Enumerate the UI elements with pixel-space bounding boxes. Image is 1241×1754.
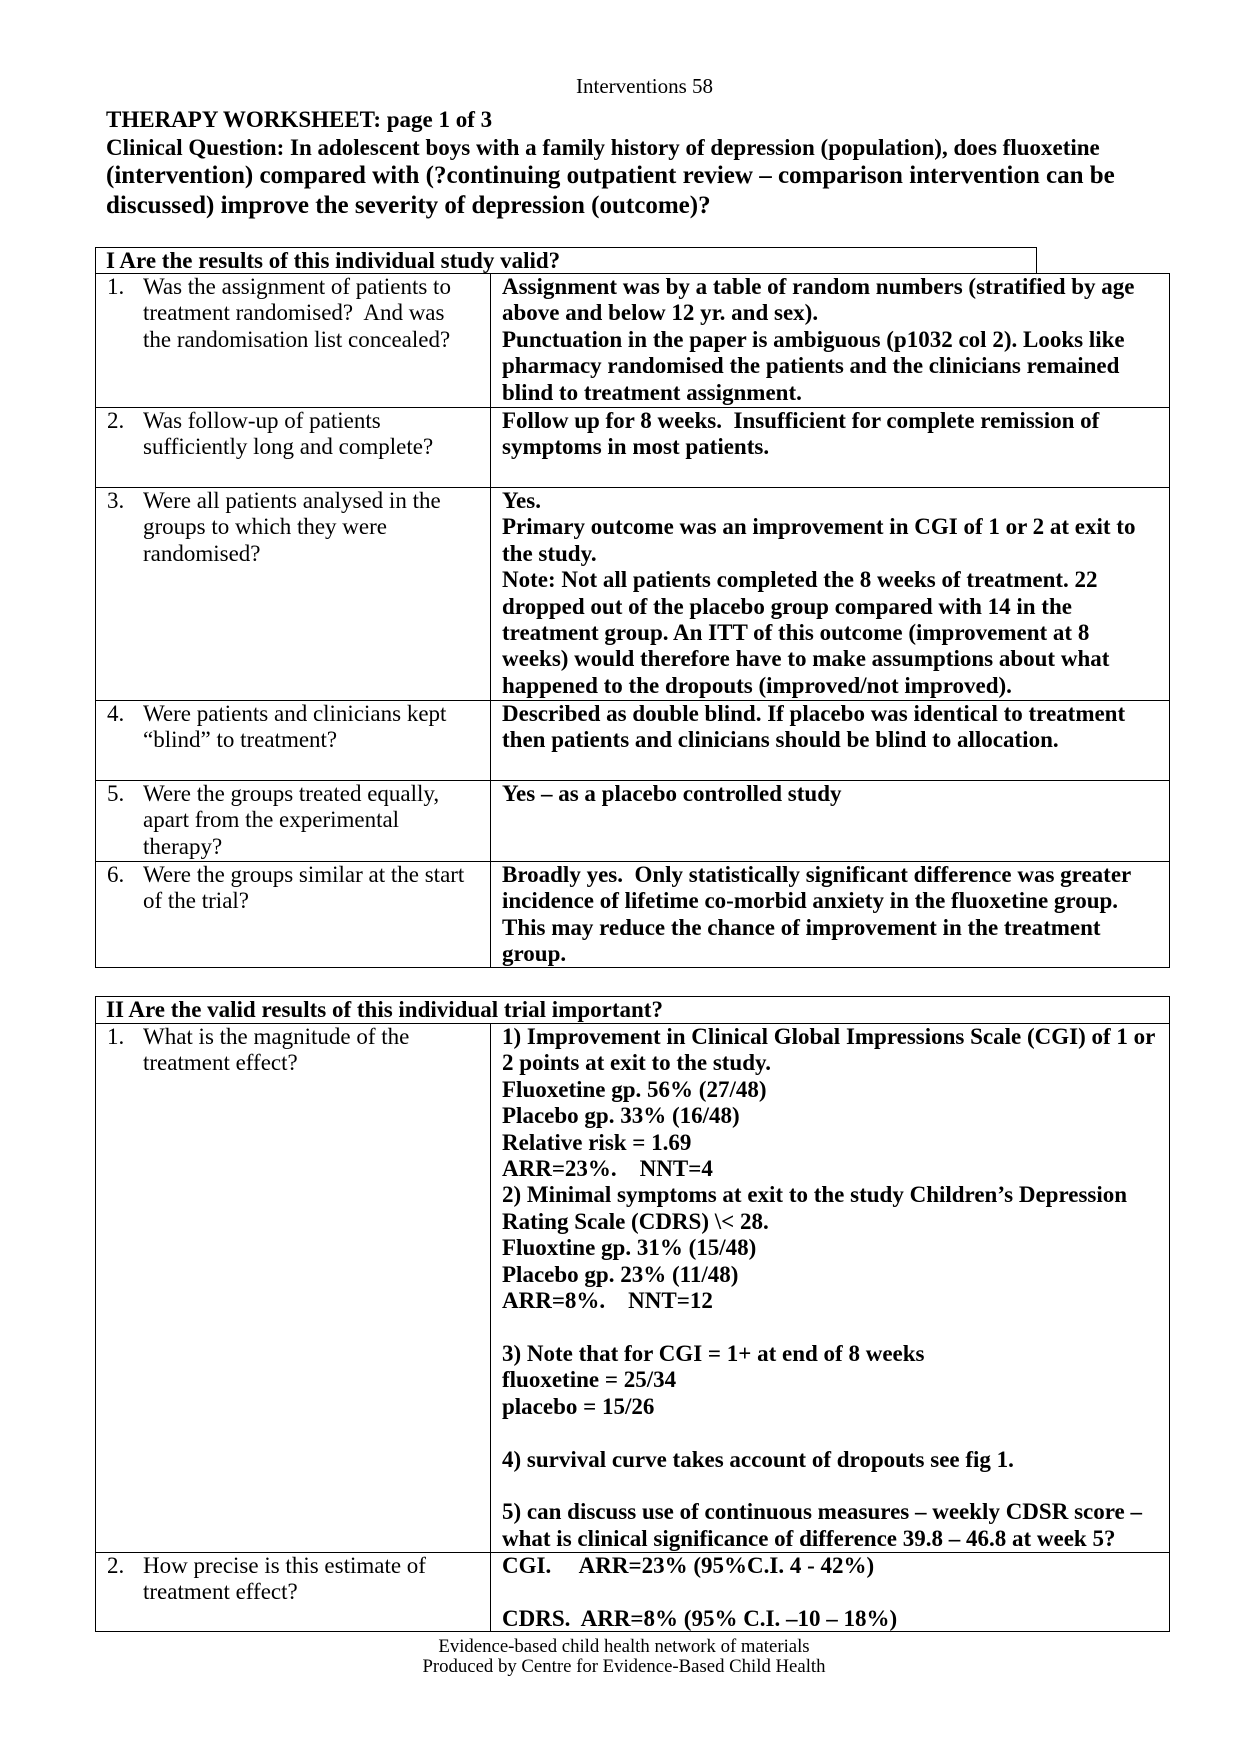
worksheet-title: THERAPY WORKSHEET: page 1 of 3: [106, 107, 493, 132]
question-number: 1.: [107, 274, 125, 299]
question-cell: [96, 274, 491, 407]
importance-table: [95, 1023, 1170, 1632]
question-number: 5.: [107, 781, 125, 806]
validity-row-2: [96, 408, 1169, 488]
question-cell: [96, 862, 491, 967]
question-number: 3.: [107, 488, 125, 513]
question-cell: [96, 701, 491, 780]
answer-cell: Yes. Primary outcome was an improvement in CGI of 1 or 2 at exit to the study. Note: Not all patients completed the 8 weeks of treatment. 22 dropped out of the placebo group compared with 14 in the treatment group. An ITT of this outcome (improvement at 8 weeks) would therefore have to make assumptions about what happened to the dropouts (improved/not improved).: [502, 488, 1136, 698]
validity-row-1: [96, 274, 1169, 408]
footer-line-2: Produced by Centre for Evidence-Based Child Health: [422, 1656, 826, 1677]
answer-cell: Yes – as a placebo controlled study: [502, 781, 842, 806]
question-number: 2.: [107, 408, 125, 433]
running-header: Interventions 58: [576, 74, 714, 98]
question-number: 1.: [107, 1024, 125, 1049]
answer-cell: CGI. ARR=23% (95%C.I. 4 - 42%) CDRS. ARR=8% (95% C.I. –10 – 18%): [502, 1553, 898, 1631]
validity-row-4: [96, 701, 1169, 781]
question-cell: [96, 408, 491, 487]
answer-cell: Broadly yes. Only statistically significant difference was greater incidence of lifetime co-morbid anxiety in the fluoxetine group. This may reduce the chance of improvement in the treatment group.: [502, 862, 1132, 967]
question-text: What is the magnitude of the treatment effect?: [143, 1024, 410, 1076]
question-number: 2.: [107, 1553, 125, 1578]
question-text: Were all patients analysed in the groups to which they were randomised?: [143, 488, 441, 566]
question-text: Were the groups treated equally, apart from the experimental therapy?: [143, 781, 440, 859]
clinical-question-line-2: (intervention) compared with (?continuing outpatient review – comparison intervention can be: [106, 162, 1115, 189]
question-text: Were the groups similar at the start of the trial?: [143, 862, 465, 914]
question-number: 4.: [107, 701, 125, 726]
answer-cell: Described as double blind. If placebo was identical to treatment then patients and clinicians should be blind to allocation.: [502, 701, 1126, 753]
validity-row-5: [96, 781, 1169, 862]
validity-row-6: [96, 862, 1169, 968]
validity-row-3: [96, 488, 1169, 701]
importance-row-1: [96, 1024, 1169, 1553]
question-text: Was the assignment of patients to treatment randomised? And was the randomisation list concealed?: [143, 274, 451, 352]
question-number: 6.: [107, 862, 125, 887]
answer-cell: 1) Improvement in Clinical Global Impressions Scale (CGI) of 1 or 2 points at exit to the study. Fluoxetine gp. 56% (27/48) Placebo gp. 33% (16/48) Relative risk = 1.69 ARR=23%. NNT=4 2) Minimal symptoms at exit to the study Children’s Depression Rating Scale (CDRS) \< 28. Fluoxtine gp. 31% (15/48) Placebo gp. 23% (11/48) ARR=8%. NNT=12 3) Note that for CGI = 1+ at end of 8 weeks fluoxetine = 25/34 placebo = 15/26 4) survival curve takes account of dropouts see fig 1. 5) can discuss use of continuous measures – weekly CDSR score – what is clinical significance of difference 39.8 – 46.8 at week 5?: [502, 1024, 1156, 1551]
clinical-question-line-1: Clinical Question: In adolescent boys with a family history of depression (population), does fluoxetine: [106, 135, 1100, 160]
question-cell: [96, 1024, 491, 1552]
footer-line-1: Evidence-based child health network of materials: [438, 1636, 810, 1657]
validity-table: [95, 273, 1170, 968]
importance-section-heading: II Are the valid results of this individual trial important?: [95, 996, 1170, 1023]
clinical-question-line-3: discussed) improve the severity of depression (outcome)?: [106, 192, 711, 219]
question-text: Were patients and clinicians kept “blind” to treatment?: [143, 701, 447, 753]
importance-row-2: [96, 1553, 1169, 1632]
question-text: Was follow-up of patients sufficiently long and complete?: [143, 408, 434, 460]
question-cell: [96, 1553, 491, 1631]
answer-cell: Assignment was by a table of random numbers (stratified by age above and below 12 yr. and sex). Punctuation in the paper is ambiguous (p1032 col 2). Looks like pharmacy randomised the patients and the clinicians remained blind to treatment assignment.: [502, 274, 1135, 405]
question-cell: [96, 488, 491, 700]
validity-section-heading: I Are the results of this individual study valid?: [95, 247, 1037, 273]
question-text: How precise is this estimate of treatment effect?: [143, 1553, 426, 1605]
answer-cell: Follow up for 8 weeks. Insufficient for complete remission of symptoms in most patients.: [502, 408, 1100, 460]
question-cell: [96, 781, 491, 861]
